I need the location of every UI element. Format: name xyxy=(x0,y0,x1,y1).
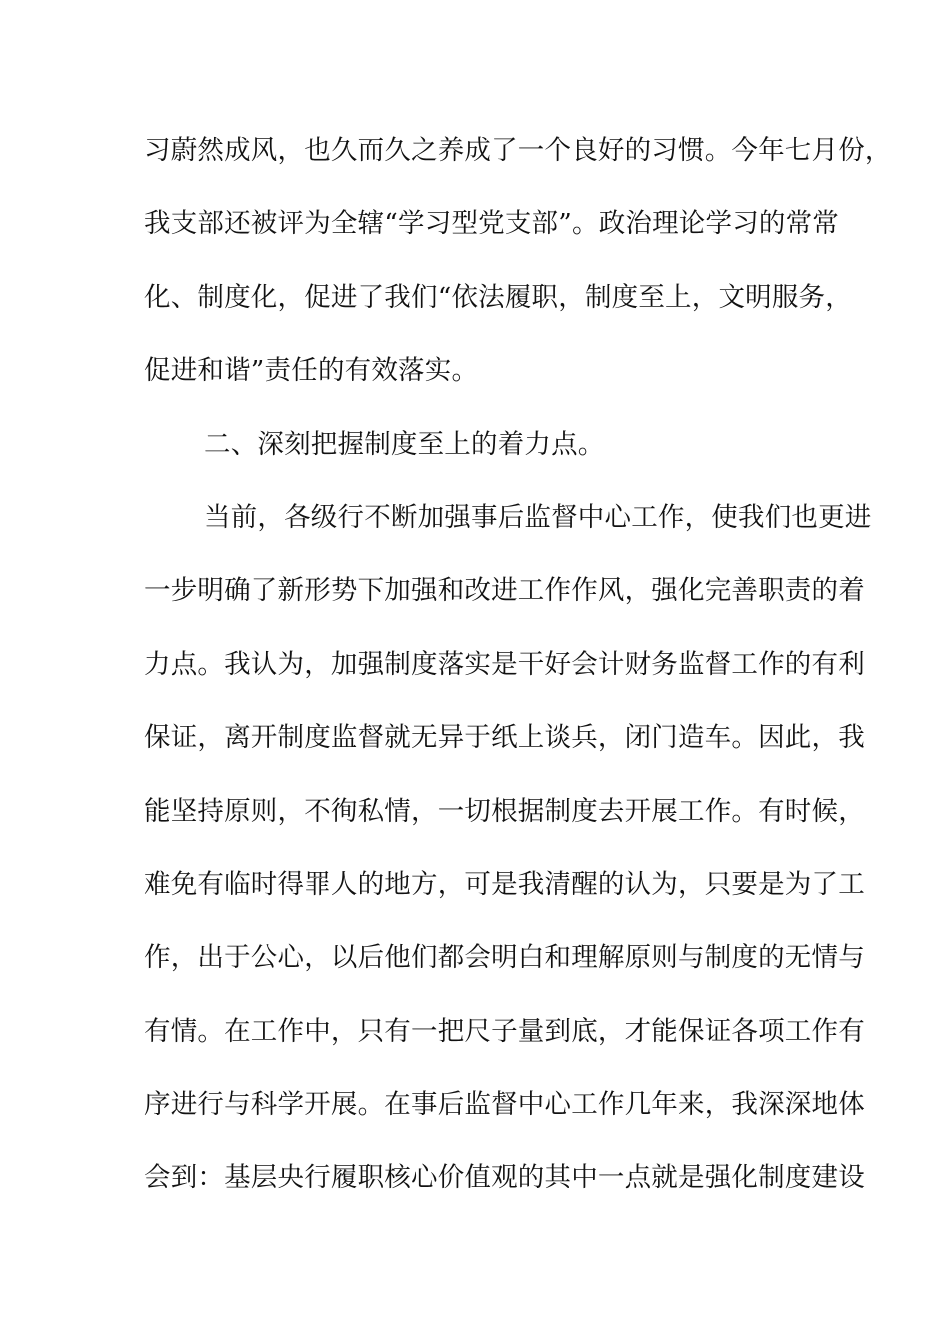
document-body xyxy=(144,127,892,1228)
paragraph-line: 习蔚然成风，也久而久之养成了一个良好的习惯。今年七月份， xyxy=(144,135,892,166)
paragraph-line: 我支部还被评为全辖“学习型党支部”。政治理论学习的常常 xyxy=(144,208,839,240)
paragraph-line: 会到：基层央行履职核心价值观的其中一点就是强化制度建设 xyxy=(144,1162,865,1194)
paragraph-line: 序进行与科学开展。在事后监督中心工作几年来，我深深地体 xyxy=(144,1089,865,1121)
paragraph-line: 能坚持原则，不徇私情，一切根据制度去开展工作。有时候， xyxy=(144,795,865,827)
paragraph-line: 一步明确了新形势下加强和改进工作作风，强化完善职责的着 xyxy=(144,575,865,607)
paragraph-line: 化、制度化，促进了我们“依法履职，制度至上，文明服务， xyxy=(144,281,852,313)
paragraph-line: 力点。我认为，加强制度落实是干好会计财务监督工作的有利 xyxy=(144,648,865,680)
paragraph-line: 保证，离开制度监督就无异于纸上谈兵，闭门造车。因此，我 xyxy=(144,722,865,754)
paragraph-line: 有情。在工作中，只有一把尺子量到底，才能保证各项工作有 xyxy=(144,1015,865,1047)
paragraph-line: 作，出于公心，以后他们都会明白和理解原则与制度的无情与 xyxy=(144,942,865,974)
paragraph-line: 促进和谐”责任的有效落实。 xyxy=(144,355,479,387)
paragraph-line: 当前，各级行不断加强事后监督中心工作，使我们也更进 xyxy=(204,501,872,533)
section-heading: 二、深刻把握制度至上的着力点。 xyxy=(204,428,605,460)
paragraph-line: 难免有临时得罪人的地方，可是我清醒的认为，只要是为了工 xyxy=(144,868,865,900)
